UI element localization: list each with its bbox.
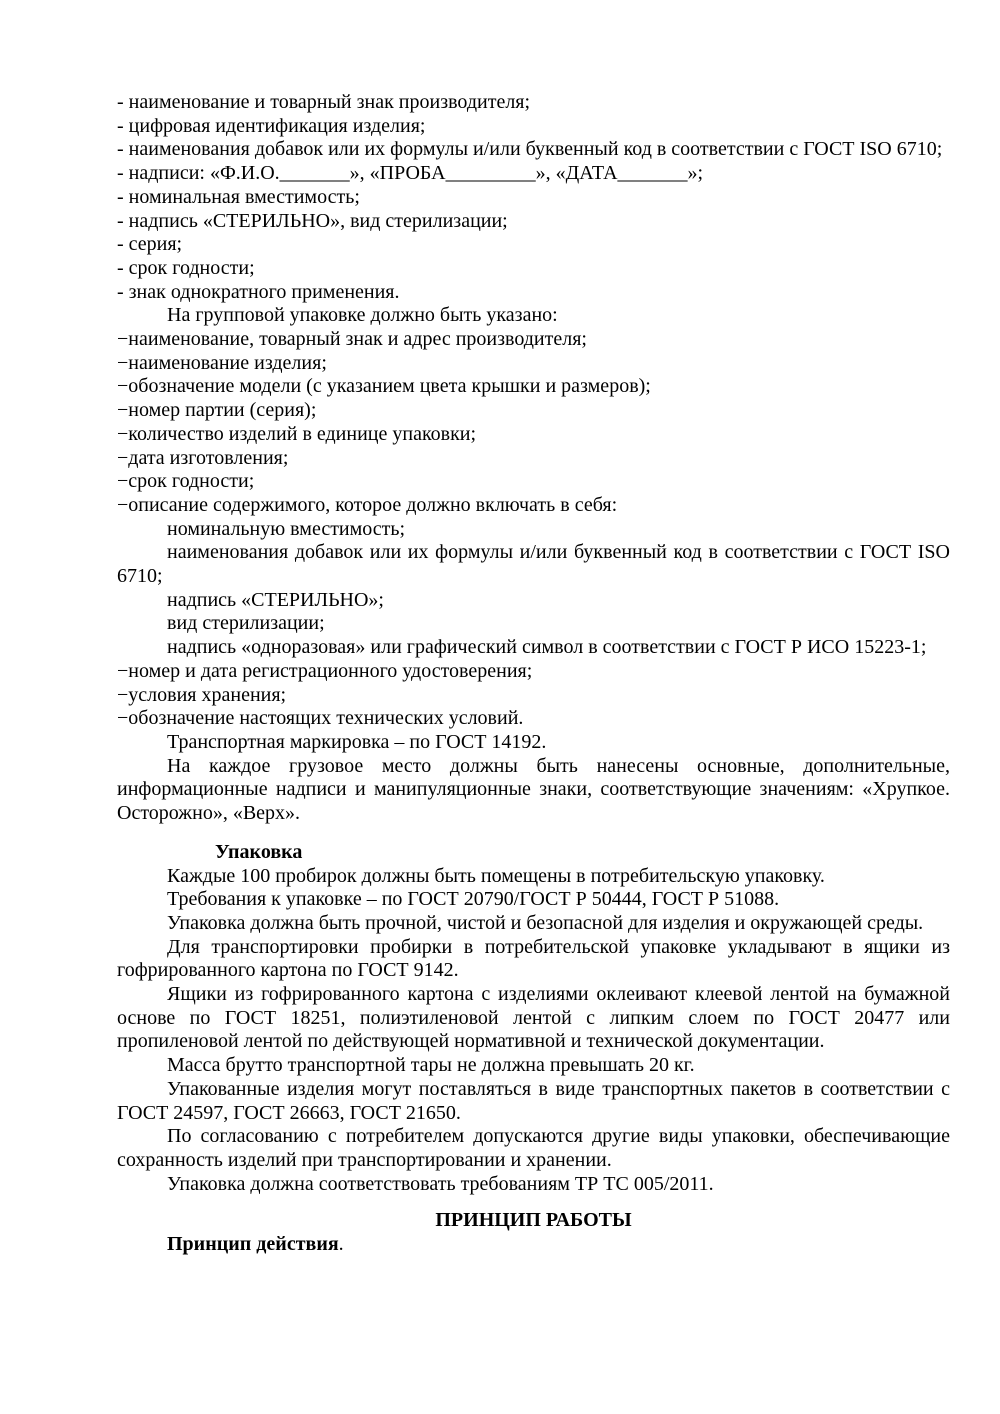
group-list-item: −наименование, товарный знак и адрес производителя; — [117, 328, 587, 351]
marking-list-item: - номинальная вместимость; — [117, 185, 360, 208]
packaging-paragraph: Ящики из гофрированного картона с изделиями оклеивают клеевой лентой на бумажной основе по ГОСТ 18251, полиэтиленовой лентой с липким слоем по ГОСТ 20477 или пропиленовой лентой по действующей нормативной и технической документации. — [117, 983, 950, 1053]
group-list-item: −дата изготовления; — [117, 446, 289, 469]
marking-list-item: - серия; — [117, 233, 183, 256]
group-list-item: −наименование изделия; — [117, 351, 327, 374]
cargo-marking-paragraph: На каждое грузовое место должны быть нанесены основные, дополнительные, информационные надписи и манипуляционные знаки, соответствующие значениям: «Хрупкое. Осторожно», «Верх». — [117, 754, 950, 825]
group-list-item: −условия хранения; — [117, 683, 287, 706]
packaging-paragraph: По согласованию с потребителем допускаются другие виды упаковки, обеспечивающие сохранность изделий при транспортировании и хранении. — [117, 1125, 950, 1171]
packaging-paragraph: Упакованные изделия могут поставляться в виде транспортных пакетов в соответствии с ГОСТ 24597, ГОСТ 26663, ГОСТ 21650. — [117, 1077, 950, 1124]
group-list-item: −номер партии (серия); — [117, 399, 317, 422]
content-sublist-item: вид стерилизации; — [167, 612, 325, 635]
group-list-item: −описание содержимого, которое должно включать в себя: — [117, 493, 618, 516]
marking-list-item: - наименования добавок или их формулы и/или буквенный код в соответствии с ГОСТ ISO 6710; — [117, 138, 943, 161]
marking-list-item: - наименование и товарный знак производителя; — [117, 91, 531, 113]
packaging-paragraph: Упаковка должна быть прочной, чистой и безопасной для изделия и окружающей среды. — [167, 911, 924, 934]
packaging-paragraph: Каждые 100 пробирок должны быть помещены в потребительскую упаковку. — [167, 864, 825, 887]
content-sublist-item: наименования добавок или их формулы и/или буквенный код в соответствии с ГОСТ ISO 6710; — [117, 541, 950, 588]
group-list-item: −обозначение настоящих технических условий. — [117, 707, 524, 730]
marking-list-item: - знак однократного применения. — [117, 280, 400, 303]
principle-section-heading: ПРИНЦИП РАБОТЫ — [435, 1209, 632, 1232]
transport-marking-paragraph: Транспортная маркировка – по ГОСТ 14192. — [167, 730, 547, 753]
group-list-item: −обозначение модели (с указанием цвета крышки и размеров); — [117, 375, 651, 398]
group-list-item: −номер и дата регистрационного удостоверения; — [117, 659, 533, 682]
group-packaging-intro: На групповой упаковке должно быть указано: — [167, 304, 558, 327]
packaging-section-heading: Упаковка — [215, 840, 303, 863]
content-sublist-item: надпись «одноразовая» или графический символ в соответствии с ГОСТ Р ИСО 15223-1; — [167, 636, 927, 659]
marking-list-item: - срок годности; — [117, 256, 255, 279]
packaging-paragraph: Для транспортировки пробирки в потребительской упаковке укладывают в ящики из гофрированного картона по ГОСТ 9142. — [117, 935, 950, 982]
content-sublist-item: надпись «СТЕРИЛЬНО»; — [167, 588, 384, 611]
packaging-paragraph: Требования к упаковке – по ГОСТ 20790/ГОСТ Р 50444, ГОСТ Р 51088. — [167, 888, 780, 911]
marking-list-item: - цифровая идентификация изделия; — [117, 114, 426, 137]
packaging-paragraph: Масса брутто транспортной тары не должна превышать 20 кг. — [167, 1054, 695, 1077]
marking-list-item: - надпись «СТЕРИЛЬНО», вид стерилизации; — [117, 209, 508, 232]
document-body — [117, 91, 950, 1257]
principle-lead-period: . — [338, 1233, 344, 1256]
group-list-item: −срок годности; — [117, 470, 255, 493]
principle-lead-text: Принцип действия — [167, 1233, 339, 1256]
marking-list-item: - надписи: «Ф.И.О._______», «ПРОБА_________», «ДАТА_______»; — [117, 162, 704, 185]
principle-lead-paragraph — [117, 1233, 950, 1257]
group-list-item: −количество изделий в единице упаковки; — [117, 422, 477, 445]
packaging-paragraph: Упаковка должна соответствовать требованиям ТР ТС 005/2011. — [167, 1172, 714, 1195]
content-sublist-item: номинальную вместимость; — [167, 517, 406, 540]
